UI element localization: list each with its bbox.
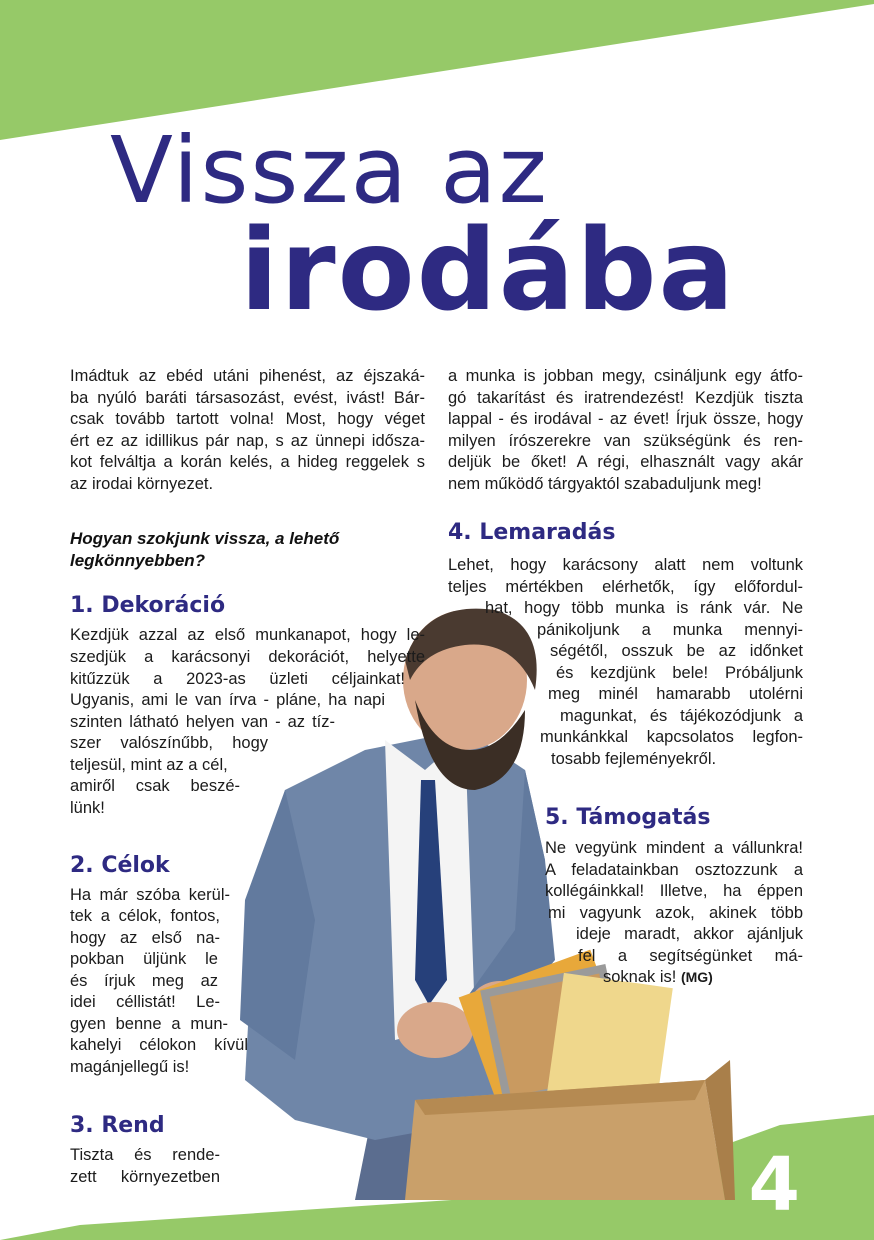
section5-last-line [603, 967, 713, 989]
section1-line: lünk! [70, 799, 105, 817]
section5-line: mi vagyunk azok, akinek több [548, 904, 803, 922]
section2-line: hogy az első na- [70, 929, 220, 947]
section2-line: pokban üljünk le [70, 950, 218, 968]
intro-line: ért ez az idillikus pár nap, s az ünnepi idősza- [70, 432, 425, 450]
col2-line: milyen írószerekre van szükségünk és ren- [448, 432, 803, 450]
section3-line: zett környezetben [70, 1168, 220, 1186]
section5-line: A feladatainkban osztozzunk a [545, 861, 803, 879]
col2-line: lappal - és irodával - az évet! Írjuk össze, hogy [448, 410, 803, 428]
intro-line: ba nyúló baráti társasozást, evést, ivást! Bár- [70, 389, 425, 407]
intro-line: Imádtuk az ebéd utáni pihenést, az éjszaká- [70, 367, 425, 385]
section4-line: tosabb fejleményekről. [551, 750, 717, 768]
heading-tamogatas: 5. Támogatás [545, 805, 711, 830]
col2-line: gó takarítást és iratrendezést! Kezdjük tiszta [448, 389, 803, 407]
heading-dekoracio: 1. Dekoráció [70, 593, 226, 618]
section2-line: és írjuk meg az [70, 972, 218, 990]
section4-line: hat, hogy több munka is ránk vár. Ne [485, 599, 803, 617]
heading-celok: 2. Célok [70, 853, 170, 878]
col2-line: deljük be őket! A régi, elhasznált vagy akár [448, 453, 803, 471]
section2-line: idei céllistát! Le- [70, 993, 220, 1011]
title-line-2: irodába [240, 206, 737, 336]
question-line: legkönnyebben? [70, 551, 206, 570]
section1-line: szinten látható helyen van - az tíz- [70, 713, 335, 731]
section2-line: kahelyi célokon kívül [70, 1036, 248, 1054]
question-line: Hogyan szokjunk vissza, a lehető [70, 529, 340, 548]
heading-lemaradas: 4. Lemaradás [448, 520, 616, 545]
section5-line: kollégáinkkal! Illetve, ha éppen [545, 882, 803, 900]
section4-line: munkánkkal kapcsolatos legfon- [540, 728, 803, 746]
col2-line: a munka is jobban megy, csináljunk egy átfo- [448, 367, 803, 385]
col2-line: nem működő tárgyaktól szabaduljunk meg! [448, 475, 762, 493]
section4-line: és kezdjünk bele! Próbáljunk [556, 664, 803, 682]
section5-line: ideje maradt, akkor ajánljuk [576, 925, 803, 943]
section1-line: szer valószínűbb, hogy [70, 734, 268, 752]
section1-line: Ugyanis, ami le van írva - pláne, ha napi [70, 691, 385, 709]
section4-line: ségétől, osszuk be az időnket [550, 642, 803, 660]
section4-line: teljes mértékben elérhetők, így előfordul- [448, 578, 803, 596]
intro-line: az irodai környezet. [70, 475, 214, 493]
section2-line: magánjellegű is! [70, 1058, 190, 1076]
section2-line: Ha már szóba kerül- [70, 886, 230, 904]
section1-line: amiről csak beszé- [70, 777, 240, 795]
section4-line: Lehet, hogy karácsony alatt nem voltunk [448, 556, 803, 574]
section5-line: soknak is! [603, 968, 677, 986]
section5-line: fel a segítségünket má- [578, 947, 803, 965]
section4-line: meg minél hamarabb utolérni [548, 685, 803, 703]
heading-rend: 3. Rend [70, 1113, 165, 1138]
author-signature: (MG) [680, 969, 713, 985]
page-number: 4 [748, 1142, 800, 1228]
section4-line: pánikoljunk a munka mennyi- [537, 621, 803, 639]
intro-line: csak tovább tartott volna! Most, hogy véget [70, 410, 425, 428]
section2-line: gyen benne a mun- [70, 1015, 228, 1033]
section4-line: magunkat, és tájékozódjunk a [560, 707, 803, 725]
section1-line: kitűzzük a 2023-as üzleti céljainkat! [70, 670, 405, 688]
section1-line: szedjük a karácsonyi dekorációt, helyette [70, 648, 425, 666]
title-line-1: Vissza az [110, 117, 549, 224]
section2-line: tek a célok, fontos, [70, 907, 220, 925]
section3-line: Tiszta és rende- [70, 1146, 220, 1164]
section1-line: Kezdjük azzal az első munkanapot, hogy le- [70, 626, 425, 644]
section1-line: teljesül, mint az a cél, [70, 756, 228, 774]
intro-line: kot felváltja a korán kelés, a hideg reggelek s [70, 453, 425, 471]
section5-line: Ne vegyünk mindent a vállunkra! [545, 839, 803, 857]
